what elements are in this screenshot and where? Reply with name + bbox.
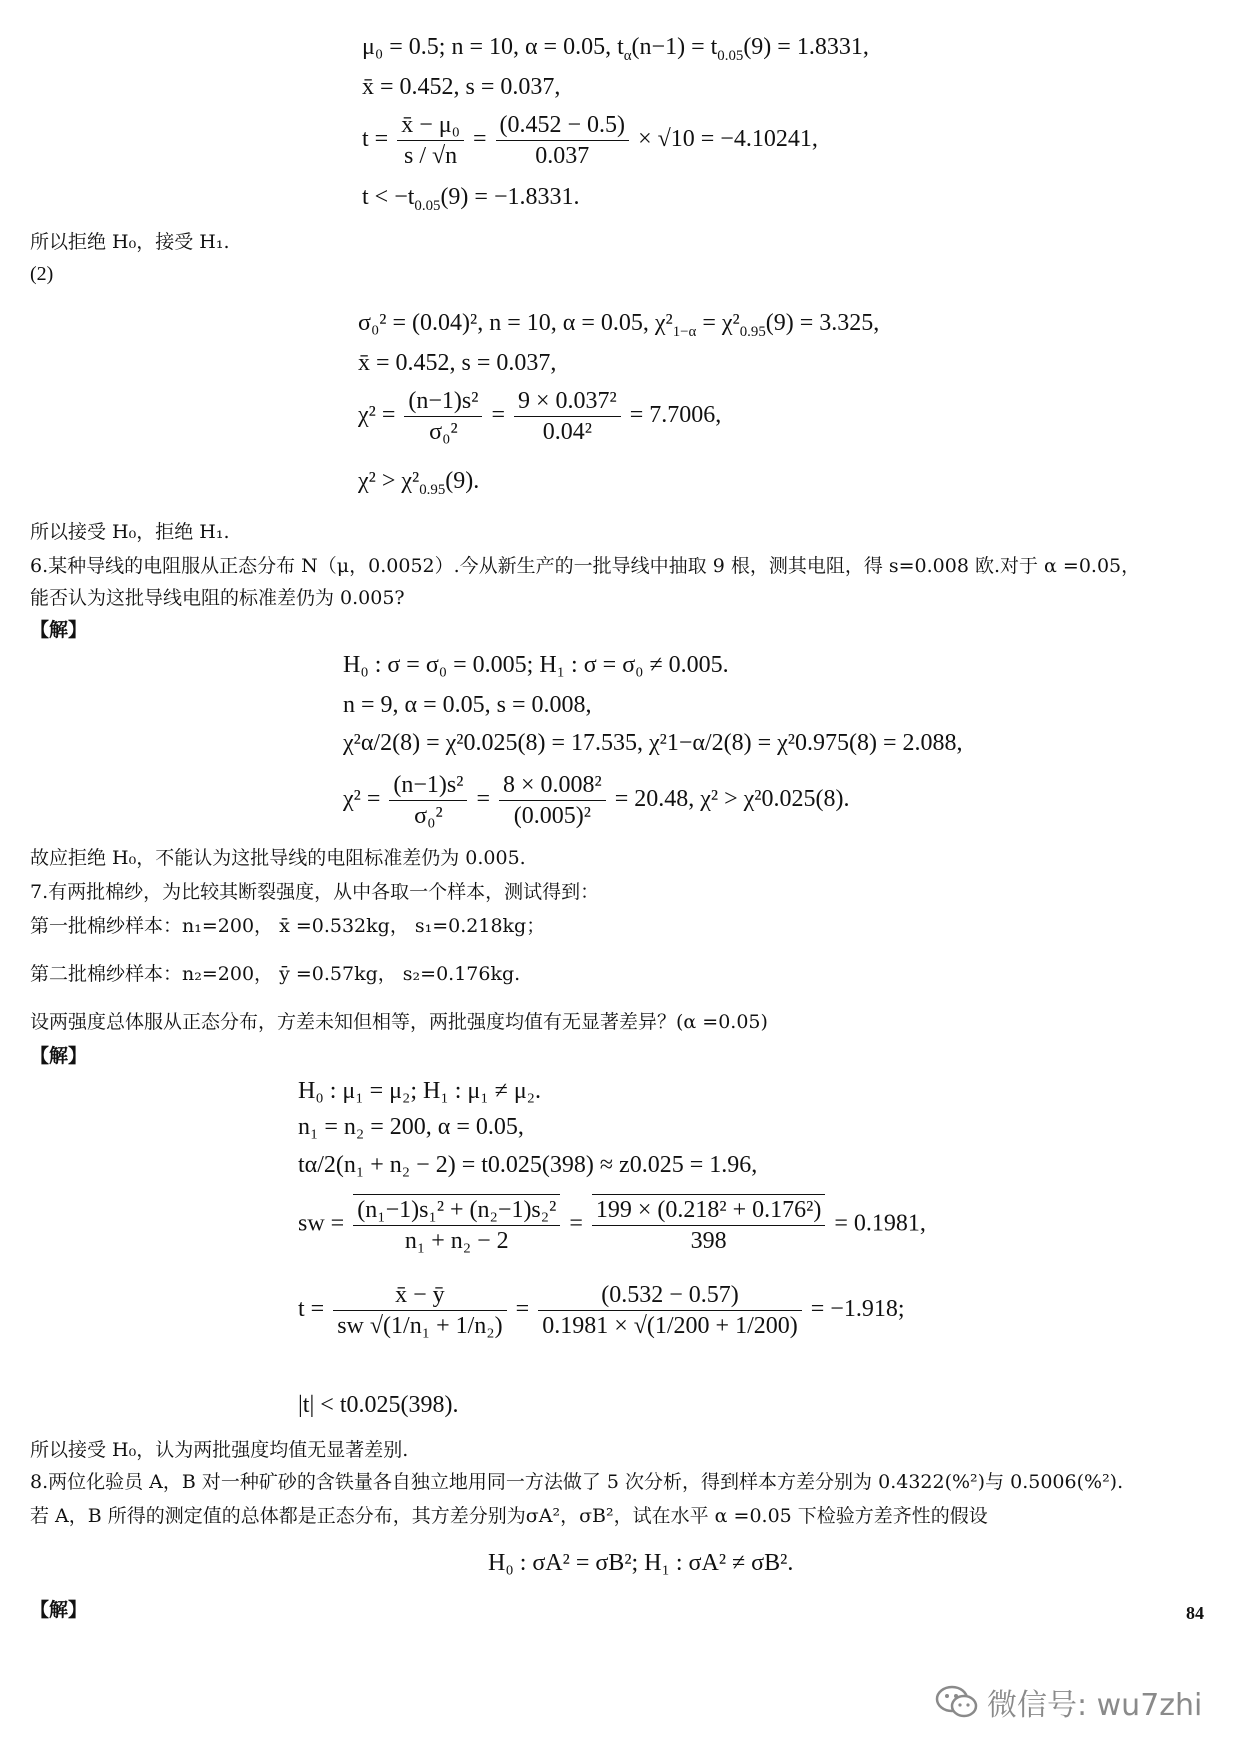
eq-q6-line1: H₀ : σ = σ₀ = 0.005; H₁ : σ = σ₀ ≠ 0.005. <box>343 652 729 678</box>
eq-p2-line2: x̄ = 0.452, s = 0.037, <box>358 350 557 376</box>
q6-conclusion: 故应拒绝 H₀，不能认为这批导线的电阻标准差仍为 0.005. <box>30 847 526 869</box>
eq-q7-line4: sw = $\frac{\text{(n₁−1)s₁² + (n₂−1)s₂²}}{\text{n₁ + n₂ − 2}}$ = $\frac{\text{199 × (0.218² + 0.176²)}}{398}$ = 0.1981, <box>298 1194 926 1256</box>
eq-q7-line5: t = $\frac{x̄ - ȳ}{\text{sw √(1/n₁ + 1/n₂)}}$ = $\frac{(0.532 - 0.57)}{0.1981 \times √(1/200 + 1/200)}$ = −1.918; <box>298 1282 905 1339</box>
eq-p2-line3: χ² = $\frac{\text{(n−1)s²}}{\text{σ₀²}}$ = $\frac{\text{9 × 0.037²}}{\text{0.04²}}$ = 7.7006, <box>358 388 722 445</box>
eq-q6-line4: χ² = $\frac{\text{(n−1)s²}}{\text{σ₀²}}$ = $\frac{\text{8 × 0.008²}}{\text{(0.005)²}}$ = 20.48, χ² > χ²0.025(8). <box>343 772 850 829</box>
eq-q6-line2: n = 9, α = 0.05, s = 0.008, <box>343 692 592 718</box>
q7-text-line2: 设两强度总体服从正态分布，方差未知但相等，两批强度均值有无显著差异？(α =0.05) <box>30 1011 768 1033</box>
q6-text-line2: 能否认为这批导线电阻的标准差仍为 0.005? <box>30 587 405 609</box>
p1-conclusion: 所以拒绝 H₀，接受 H₁. <box>30 231 230 253</box>
eq-p1-line3: t = $\frac{\text{x̄ − μ₀}}{s / √n}$ = $\frac{(0.452 - 0.5)}{0.037}$ × √10 = −4.10241, <box>362 112 818 169</box>
eq-q7-line6: |t| < t0.025(398). <box>298 1392 459 1418</box>
q8-text-line2: 若 A，B 所得的测定值的总体都是正态分布，其方差分别为σA²，σB²，试在水平 α =0.05 下检验方差齐性的假设 <box>30 1505 988 1527</box>
eq-p1-line4: $t < -t_{0.05}(9) = -1.8331$. <box>362 184 580 214</box>
eq-q7-line1: H₀ : μ₁ = μ₂; H₁ : μ₁ ≠ μ₂. <box>298 1078 542 1104</box>
eq-p1-line2: x̄ = 0.452, s = 0.037, <box>362 74 561 100</box>
q7-text-line1: 7.有两批棉纱，为比较其断裂强度，从中各取一个样本，测试得到： <box>30 881 600 903</box>
wechat-icon <box>935 1684 979 1720</box>
q6-solution-label: 【解】 <box>30 619 88 641</box>
eq-p1-line1: μ₀ = 0.5; n = 10, α = 0.05, $t_\alpha(n-1) = t_{0.05}(9) = 1.8331$, <box>362 34 869 64</box>
q8-text-line1: 8.两位化验员 A，B 对一种矿砂的含铁量各自独立地用同一方法做了 5 次分析，得到样本方差分别为 0.4322(%²)与 0.5006(%²). <box>30 1471 1124 1493</box>
p2-conclusion: 所以接受 H₀，拒绝 H₁. <box>30 521 230 543</box>
q8-solution-label: 【解】 <box>30 1599 88 1621</box>
eq-q7-line3: tα/2(n₁ + n₂ − 2) = t0.025(398) ≈ z0.025 = 1.96, <box>298 1152 758 1178</box>
eq-p2-line4: $\chi^2 > \chi^2_{0.95}(9)$. <box>358 468 480 498</box>
eq-q6-line3: χ²α/2(8) = χ²0.025(8) = 17.535, χ²1−α/2(8) = χ²0.975(8) = 2.088, <box>343 730 963 756</box>
q7-sample2: 第二批棉纱样本：n₂=200， ȳ =0.57kg， s₂=0.176kg. <box>30 963 521 985</box>
eq-p2-line1: σ₀² = (0.04)², n = 10, α = 0.05, $\chi^2_{1-\alpha} = \chi^2_{0.95}(9) = 3.325$, <box>358 310 880 340</box>
part2-label: (2) <box>30 263 54 285</box>
q7-sample1: 第一批棉纱样本：n₁=200， x̄ =0.532kg， s₁=0.218kg； <box>30 915 546 937</box>
q7-conclusion: 所以接受 H₀，认为两批强度均值无显著差别. <box>30 1439 409 1461</box>
page-number: 84 <box>1186 1603 1204 1623</box>
q6-text-line1: 6.某种导线的电阻服从正态分布 N（μ，0.0052）.今从新生产的一批导线中抽取 9 根，测其电阻，得 s=0.008 欧.对于 α =0.05， <box>30 555 1141 577</box>
q7-solution-label: 【解】 <box>30 1045 88 1067</box>
watermark <box>935 1680 1202 1724</box>
eq-q8-hypothesis: H₀ : σA² = σB²; H₁ : σA² ≠ σB². <box>488 1550 794 1576</box>
eq-q7-line2: n₁ = n₂ = 200, α = 0.05, <box>298 1114 524 1140</box>
watermark-text: 微信号: wu7zhi <box>987 1688 1203 1723</box>
